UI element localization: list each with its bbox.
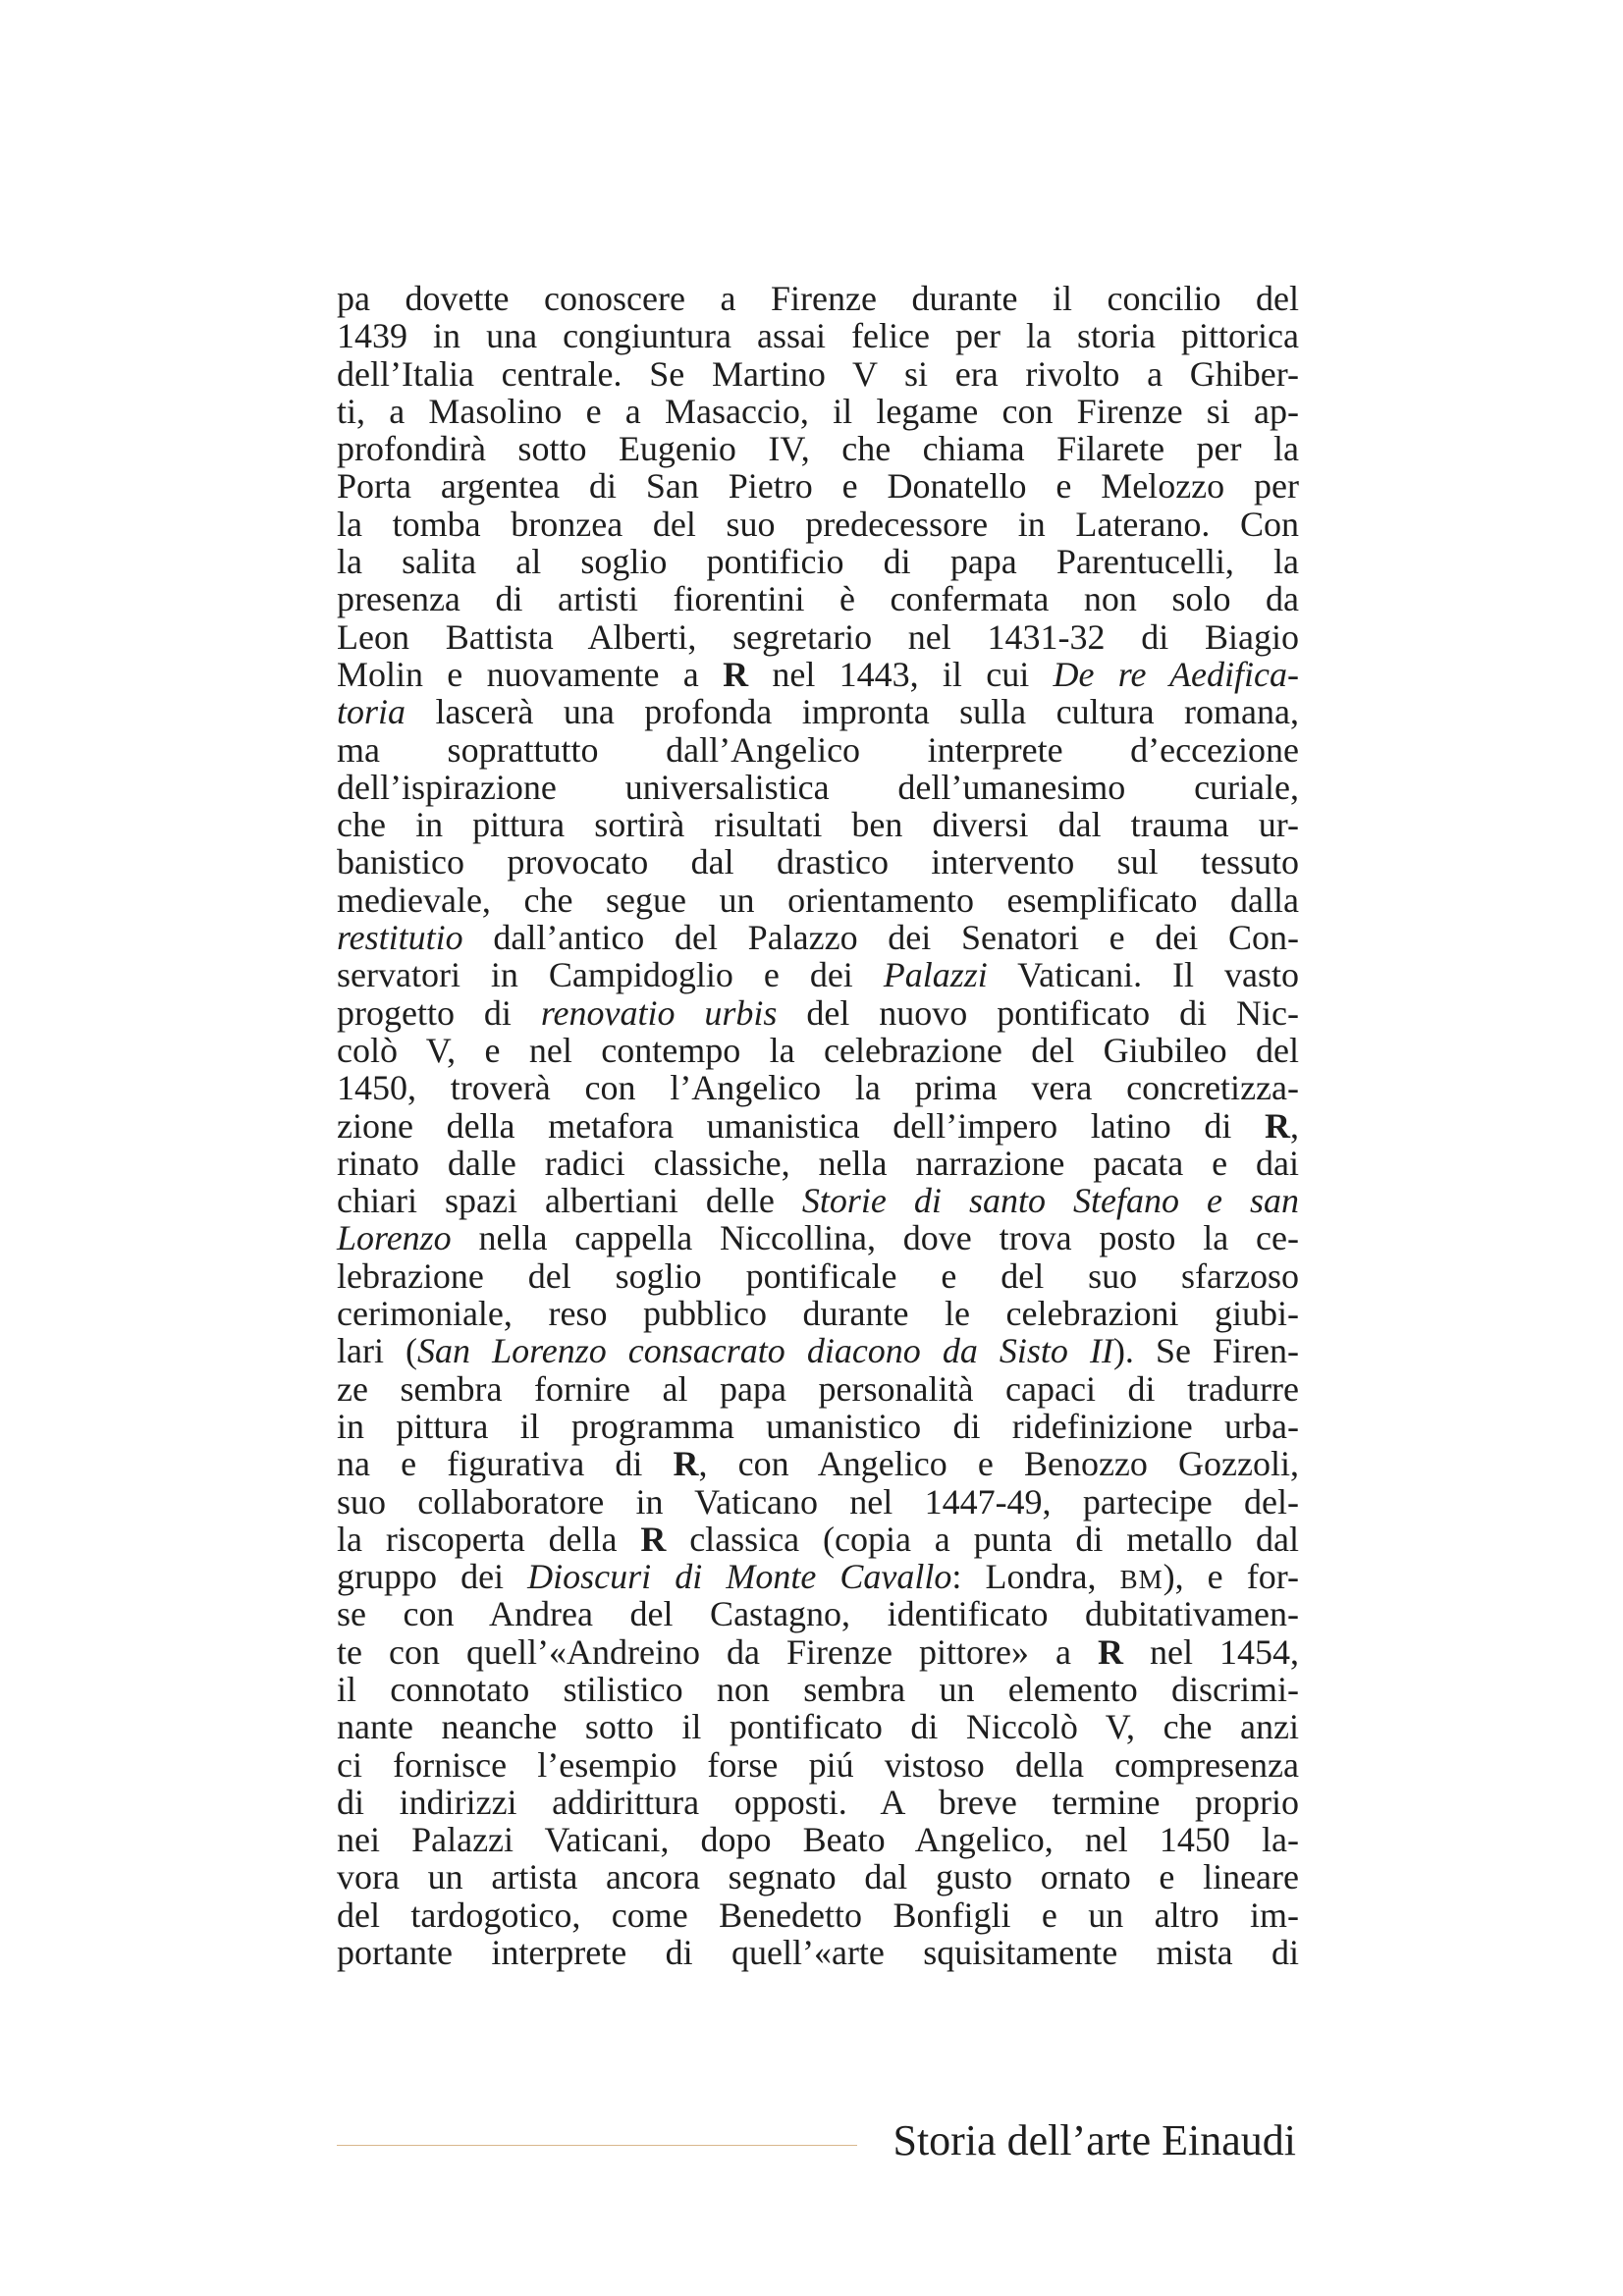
text-segment: chiari spazi albertiani delle	[337, 1181, 802, 1221]
text-line	[337, 693, 1299, 730]
text-segment: rinato dalle radici classiche, nella narrazione pacata e dai	[337, 1143, 1299, 1183]
text-line	[337, 994, 1299, 1032]
text-line	[337, 1633, 1299, 1671]
text-segment: ma soprattutto dall’Angelico interprete d’eccezione	[337, 729, 1299, 770]
body-text	[337, 280, 1299, 1971]
text-segment: Leon Battista Alberti, segretario nel 1431-32 di Biagio	[337, 616, 1299, 657]
text-line	[337, 1784, 1299, 1821]
text-segment: medievale, che segue un orientamento esemplificato dalla	[337, 880, 1299, 920]
text-line	[337, 317, 1299, 354]
text-line	[337, 393, 1299, 430]
text-segment: De re Aedifica-	[1053, 654, 1299, 694]
text-segment: lascerà una profonda impronta sulla cultura romana,	[406, 692, 1299, 732]
text-segment: te con quell’«Andreino da Firenze pittore» a	[337, 1631, 1098, 1672]
text-segment: del nuovo pontificato di Nic-	[777, 992, 1299, 1033]
text-line	[337, 1182, 1299, 1219]
text-segment: Vaticani. Il vasto	[987, 955, 1299, 995]
text-line	[337, 1671, 1299, 1708]
text-segment: renovatio urbis	[540, 992, 778, 1033]
text-line	[337, 280, 1299, 317]
text-line	[337, 1370, 1299, 1408]
text-segment: la tomba bronzea del suo predecessore in Laterano. Con	[337, 504, 1299, 544]
text-segment: classica (copia a punta di metallo dal	[666, 1519, 1299, 1559]
text-segment: presenza di artisti fiorentini è confermata non solo da	[337, 579, 1299, 619]
footer-rule	[337, 2145, 857, 2146]
text-segment: in pittura il programma umanistico di ridefinizione urba-	[337, 1406, 1299, 1446]
text-segment: : Londra,	[951, 1557, 1120, 1597]
text-line	[337, 1408, 1299, 1445]
text-segment: ), e for-	[1163, 1557, 1299, 1597]
text-segment: ,	[1290, 1105, 1299, 1146]
text-line	[337, 1295, 1299, 1332]
text-line	[337, 1145, 1299, 1182]
text-line	[337, 580, 1299, 617]
text-line	[337, 355, 1299, 393]
text-segment: R	[640, 1519, 667, 1559]
text-line	[337, 618, 1299, 656]
text-segment: pa dovette conoscere a Firenze durante il concilio del	[337, 279, 1299, 318]
text-segment: il connotato stilistico non sembra un elemento discrimi-	[337, 1669, 1299, 1709]
text-line	[337, 806, 1299, 843]
text-segment: zione della metafora umanistica dell’impero latino di	[337, 1105, 1265, 1146]
text-line	[337, 656, 1299, 693]
text-segment: se con Andrea del Castagno, identificato dubitativamen-	[337, 1594, 1299, 1634]
text-line	[337, 919, 1299, 956]
text-segment: lebrazione del soglio pontificale e del suo sfarzoso	[337, 1255, 1299, 1296]
text-segment: Palazzi	[883, 955, 988, 995]
text-line	[337, 1821, 1299, 1858]
text-segment: nante neanche sotto il pontificato di Niccolò V, che anzi	[337, 1707, 1299, 1747]
text-line	[337, 1107, 1299, 1145]
text-segment: nella cappella Niccollina, dove trova posto la ce-	[451, 1218, 1299, 1258]
text-segment: 1450, troverà con l’Angelico la prima vera concretizza-	[337, 1068, 1299, 1108]
text-segment: toria	[337, 692, 406, 732]
text-segment: la riscoperta della	[337, 1519, 641, 1559]
text-segment: R	[723, 654, 749, 694]
text-line	[337, 1708, 1299, 1745]
text-segment: cerimoniale, reso pubblico durante le celebrazioni giubi-	[337, 1294, 1299, 1334]
text-segment: na e figurativa di	[337, 1444, 674, 1484]
text-line	[337, 843, 1299, 881]
text-segment: vora un artista ancora segnato dal gusto ornato e lineare	[337, 1857, 1299, 1897]
text-segment: la salita al soglio pontificio di papa Parentucelli, la	[337, 542, 1299, 582]
text-line	[337, 1521, 1299, 1558]
text-segment: Dioscuri di Monte Cavallo	[527, 1557, 952, 1597]
text-line	[337, 1934, 1299, 1971]
text-line	[337, 1332, 1299, 1369]
text-segment: , con Angelico e Benozzo Gozzoli,	[698, 1444, 1299, 1484]
text-line	[337, 1858, 1299, 1896]
text-segment: Molin e nuovamente a	[337, 654, 724, 694]
text-line	[337, 881, 1299, 919]
text-segment: San Lorenzo consacrato diacono da Sisto II	[417, 1331, 1113, 1371]
text-line	[337, 543, 1299, 580]
footer-title: Storia dell’arte Einaudi	[893, 2116, 1296, 2164]
text-segment: servatori in Campidoglio e dei	[337, 955, 884, 995]
text-segment: gruppo dei	[337, 1557, 528, 1597]
text-line	[337, 769, 1299, 806]
text-segment: dall’antico del Palazzo dei Senatori e dei Con-	[462, 918, 1299, 958]
text-line	[337, 1483, 1299, 1521]
text-line	[337, 1445, 1299, 1482]
text-segment: ci fornisce l’esempio forse piú vistoso della compresenza	[337, 1744, 1299, 1785]
text-segment: ze sembra fornire al papa personalità capaci di tradurre	[337, 1368, 1299, 1409]
text-line	[337, 467, 1299, 505]
text-segment: R	[673, 1444, 699, 1484]
text-line	[337, 1558, 1299, 1595]
text-segment: nei Palazzi Vaticani, dopo Beato Angelico, nel 1450 la-	[337, 1820, 1299, 1860]
text-segment: di indirizzi addirittura opposti. A breve termine proprio	[337, 1782, 1299, 1822]
text-line	[337, 1746, 1299, 1784]
text-segment: suo collaboratore in Vaticano nel 1447-49, partecipe del-	[337, 1481, 1299, 1522]
text-line	[337, 1069, 1299, 1106]
text-segment: ti, a Masolino e a Masaccio, il legame con Firenze si ap-	[337, 391, 1299, 431]
text-segment: nel 1454,	[1122, 1631, 1300, 1672]
text-segment: 1439 in una congiuntura assai felice per la storia pittorica	[337, 316, 1299, 356]
text-segment: R	[1265, 1105, 1290, 1146]
text-line	[337, 731, 1299, 769]
text-line	[337, 430, 1299, 467]
text-line	[337, 956, 1299, 993]
text-segment: banistico provocato dal drastico intervento sul tessuto	[337, 842, 1299, 882]
text-line	[337, 1257, 1299, 1295]
text-line	[337, 506, 1299, 543]
text-line	[337, 1032, 1299, 1069]
text-segment: profondirà sotto Eugenio IV, che chiama Filarete per la	[337, 429, 1299, 469]
text-segment: BM	[1119, 1565, 1163, 1595]
text-line	[337, 1896, 1299, 1934]
text-segment: ). Se Firen-	[1112, 1331, 1299, 1371]
text-segment: lari (	[337, 1331, 418, 1371]
text-segment: dell’ispirazione universalistica dell’umanesimo curiale,	[337, 767, 1299, 807]
text-line	[337, 1595, 1299, 1632]
text-segment: dell’Italia centrale. Se Martino V si era rivolto a Ghiber-	[337, 353, 1299, 394]
text-segment: portante interprete di quell’«arte squisitamente mista di	[337, 1933, 1299, 1973]
text-segment: Lorenzo	[337, 1218, 452, 1258]
text-segment: del tardogotico, come Benedetto Bonfigli e un altro im-	[337, 1895, 1299, 1935]
text-segment: che in pittura sortirà risultati ben diversi dal trauma ur-	[337, 805, 1299, 845]
text-segment: restitutio	[337, 918, 463, 958]
text-segment: nel 1443, il cui	[748, 654, 1054, 694]
text-segment: Storie di santo Stefano e san	[801, 1181, 1299, 1221]
text-segment: R	[1097, 1631, 1123, 1672]
text-segment: Porta argentea di San Pietro e Donatello e Melozzo per	[337, 466, 1299, 507]
text-segment: progetto di	[337, 992, 541, 1033]
text-line	[337, 1219, 1299, 1256]
text-segment: colò V, e nel contempo la celebrazione del Giubileo del	[337, 1030, 1299, 1070]
